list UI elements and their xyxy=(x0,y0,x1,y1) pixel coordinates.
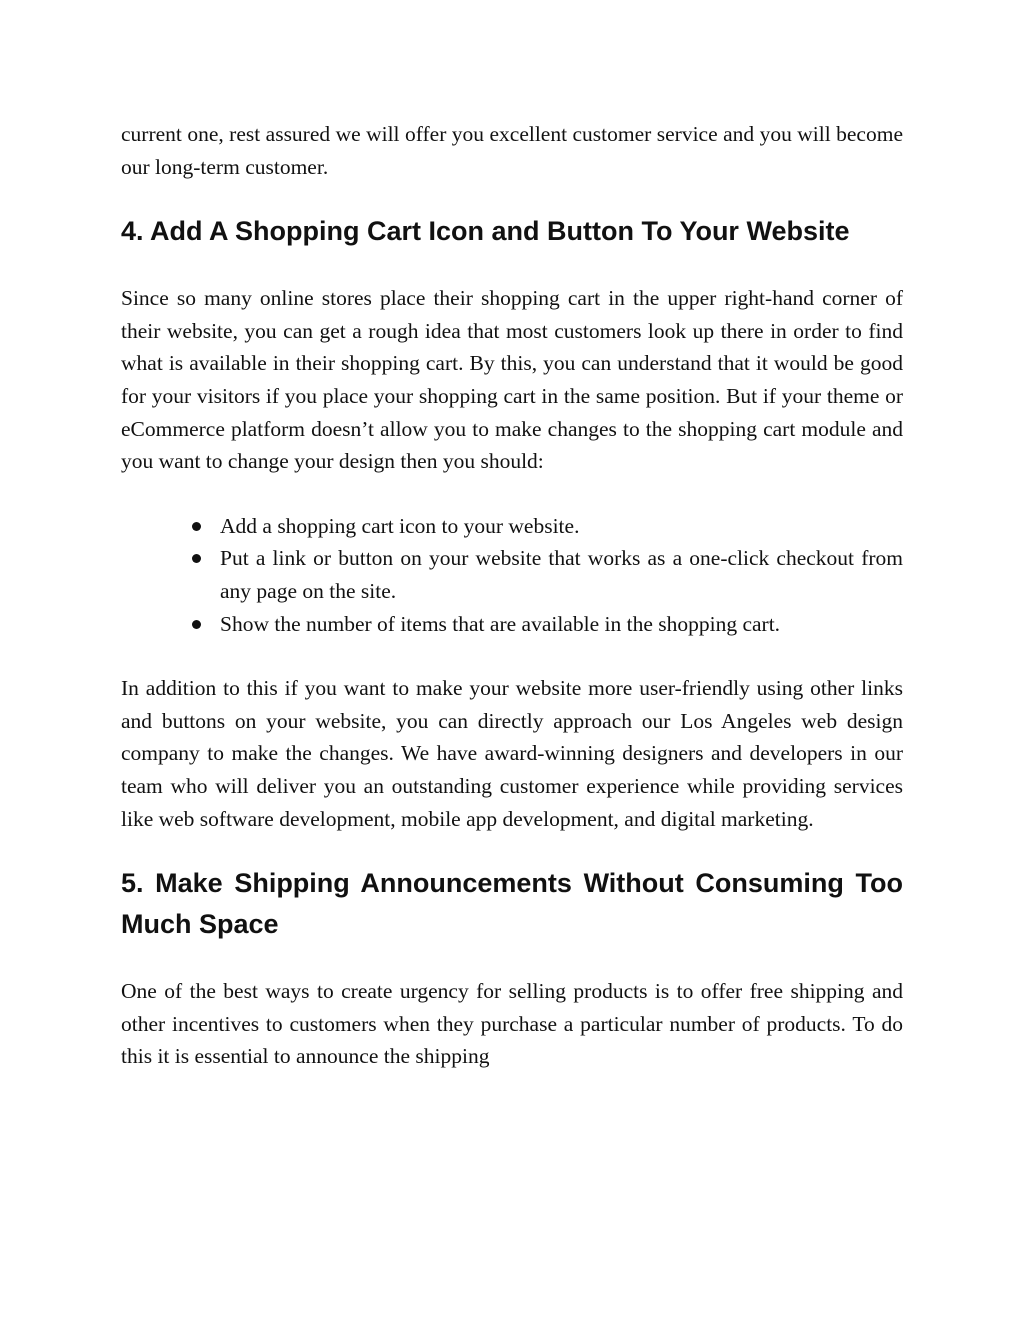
list-item-text: Add a shopping cart icon to your website. xyxy=(220,513,580,538)
list-item xyxy=(220,542,903,607)
list-item xyxy=(220,510,903,543)
bullet-icon xyxy=(192,522,201,531)
bullet-icon xyxy=(192,554,201,563)
section-4-bullet-list xyxy=(121,510,903,640)
section-4-heading: 4. Add A Shopping Cart Icon and Button To Your Website xyxy=(121,216,850,247)
list-item-text: Put a link or button on your website that works as a one-click checkout from any page on the site. xyxy=(220,546,903,603)
section-4-paragraph-1: Since so many online stores place their shopping cart in the upper right-hand corner of their website, you can get a rough idea that most customers look up there in order to find what is available in their shopping cart. By this, you can understand that it would be good for your visitors if you place your shopping cart in the same position. But if your theme or eCommerce platform doesn’t allow you to make changes to the shopping cart module and you want to change your design then you should: xyxy=(121,286,903,474)
bullet-icon xyxy=(192,620,201,629)
section-5-paragraph-1: One of the best ways to create urgency for selling products is to offer free shipping and other incentives to customers when they purchase a particular number of products. To do this it is essential to announce the shipping xyxy=(121,979,903,1069)
section-4-paragraph-2: In addition to this if you want to make your website more user-friendly using other links and buttons on your website, you can directly approach our Los Angeles web design company to make the changes. We have award-winning designers and developers in our team who will deliver you an outstanding customer experience while providing services like web software development, mobile app development, and digital marketing. xyxy=(121,676,903,831)
list-item xyxy=(220,608,903,641)
list-item-text: Show the number of items that are available in the shopping cart. xyxy=(220,611,781,636)
document-page xyxy=(121,118,903,1073)
section-5-heading: 5. Make Shipping Announcements Without Consuming Too Much Space xyxy=(121,868,903,940)
intro-paragraph: current one, rest assured we will offer you excellent customer service and you will become our long-term customer. xyxy=(121,122,903,179)
